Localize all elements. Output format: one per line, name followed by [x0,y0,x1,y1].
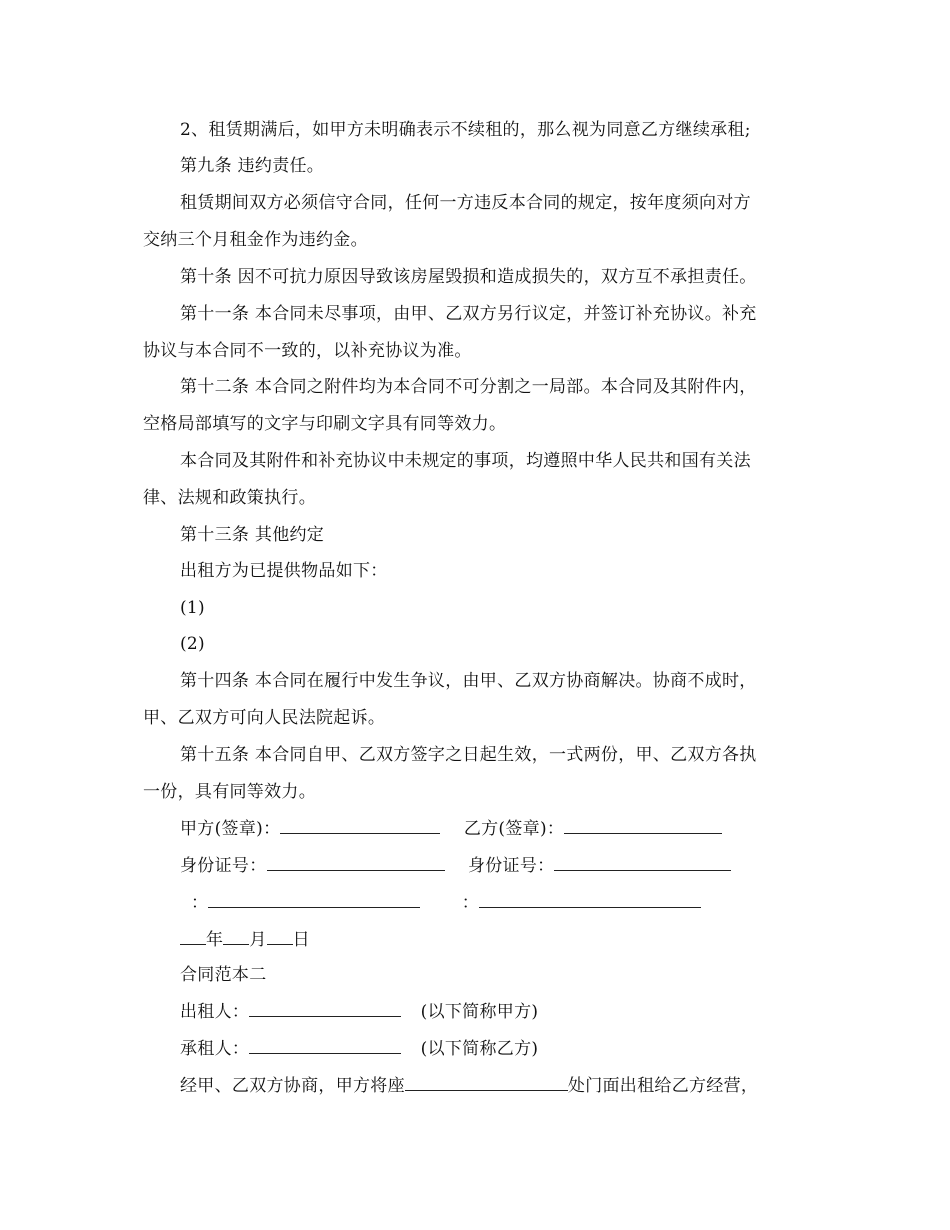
template-2-title: 合同范本二 [180,965,267,985]
article-11-line: 第十一条 本合同未尽事项，由甲、乙双方另行议定，并签订补充协议。补充 [180,304,757,324]
article-12-line: 第十二条 本合同之附件均为本合同不可分割之一局部。本合同及其附件内， [180,377,757,397]
lessor-row [143,1001,845,1022]
lessee-suffix: (以下简称乙方) [420,1039,539,1059]
colon-label: ： [191,893,209,913]
article-15-line: 第十五条 本合同自甲、乙双方签字之日起生效，一式两份，甲、乙双方各执 [180,745,757,765]
date-row [143,929,845,950]
paragraph-line: 2、租赁期满后，如甲方未明确表示不续租的，那么视为同意乙方继续承租; [180,120,751,140]
party-a-sign-label: 甲方(签章)： [180,819,281,839]
paragraph-line: 空格局部填写的文字与印刷文字具有同等效力。 [143,414,507,434]
party-a-sign-blank [280,818,440,834]
colon-label: ： [461,893,480,913]
year-blank [180,929,206,945]
article-9-heading: 第九条 违约责任。 [180,156,325,176]
id-row [143,855,845,876]
party-b-sign-label: 乙方(签章)： [463,819,565,839]
paragraph-line: 律、法规和政策执行。 [143,488,316,508]
paragraph-line: 出租方为已提供物品如下： [180,561,388,581]
paragraph-line: 甲、乙双方可向人民法院起诉。 [143,708,386,728]
clause-prefix: 经甲、乙双方协商，甲方将座 [180,1076,405,1096]
paragraph-line: 一份，具有同等效力。 [143,782,316,802]
article-14-line: 第十四条 本合同在履行中发生争议，由甲、乙双方协商解决。协商不成时， [180,671,757,691]
day-label: 日 [292,930,310,950]
year-label: 年 [206,930,224,950]
lessor-suffix: (以下简称甲方) [420,1002,539,1022]
extra-field-blank [479,892,701,908]
lessor-blank [249,1001,401,1017]
party-a-id-label: 身份证号： [180,856,267,876]
lessor-label: 出租人： [180,1002,250,1022]
day-blank [267,929,293,945]
paragraph-line: 协议与本合同不一致的，以补充协议为准。 [143,341,472,361]
lessee-row [143,1038,845,1059]
paragraph-line: 租赁期间双方必须信守合同，任何一方违反本合同的规定，按年度须向对方 [180,193,751,213]
signature-row [143,818,845,839]
month-label: 月 [249,930,267,950]
list-item: (1) [180,598,205,618]
party-a-id-blank [267,855,445,871]
party-b-id-blank [554,855,731,871]
premises-clause [143,1075,845,1096]
party-b-sign-blank [564,818,722,834]
lessee-label: 承租人： [180,1039,250,1059]
paragraph-line: 交纳三个月租金作为违约金。 [143,230,368,250]
extra-field-row [143,892,808,913]
clause-suffix: 处门面出租给乙方经营， [567,1076,759,1096]
article-10-line: 第十条 因不可抗力原因导致该房屋毁损和造成损失的，双方互不承担责任。 [180,267,757,287]
paragraph-line: 本合同及其附件和补充协议中未规定的事项，均遵照中华人民共和国有关法 [180,451,751,471]
article-13-heading: 第十三条 其他约定 [180,525,325,545]
party-b-id-label: 身份证号： [467,856,555,876]
extra-field-blank [208,892,420,908]
address-blank [405,1075,568,1091]
month-blank [223,929,249,945]
lessee-blank [249,1038,401,1054]
list-item: (2) [180,634,205,654]
